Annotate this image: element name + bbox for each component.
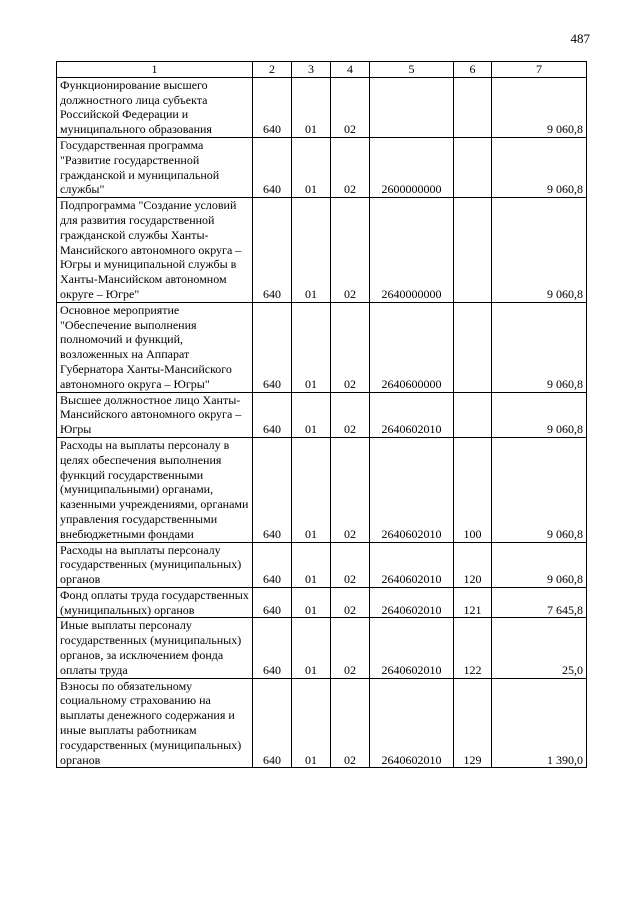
row-subsection: 02 xyxy=(331,392,370,437)
row-code: 640 xyxy=(253,587,292,618)
header-col-7: 7 xyxy=(492,62,587,78)
header-col-6: 6 xyxy=(454,62,492,78)
table-row xyxy=(57,678,587,768)
header-col-4: 4 xyxy=(331,62,370,78)
row-code: 640 xyxy=(253,198,292,303)
header-col-5: 5 xyxy=(370,62,454,78)
row-amount: 1 390,0 xyxy=(492,678,587,768)
row-expense xyxy=(454,302,492,392)
row-name: Иные выплаты персоналу государственных (муниципальных) органов, за исключением фонда оплаты труда xyxy=(57,618,253,678)
row-expense: 120 xyxy=(454,542,492,587)
row-code: 640 xyxy=(253,618,292,678)
row-subsection: 02 xyxy=(331,618,370,678)
row-target: 2640602010 xyxy=(370,678,454,768)
table-row xyxy=(57,618,587,678)
header-col-2: 2 xyxy=(253,62,292,78)
row-subsection: 02 xyxy=(331,678,370,768)
row-name: Государственная программа "Развитие государственной гражданской и муниципальной службы" xyxy=(57,137,253,197)
row-section: 01 xyxy=(292,137,331,197)
row-subsection: 02 xyxy=(331,198,370,303)
row-target xyxy=(370,77,454,137)
row-name: Подпрограмма "Создание условий для развития государственной гражданской службы Ханты-Мансийского автономного округа – Югры и муниципальной службы в Ханты-Мансийском автономном округе – Югре" xyxy=(57,198,253,303)
budget-table xyxy=(56,61,587,768)
row-code: 640 xyxy=(253,542,292,587)
table-row xyxy=(57,587,587,618)
row-target: 2640000000 xyxy=(370,198,454,303)
row-code: 640 xyxy=(253,392,292,437)
table-row xyxy=(57,77,587,137)
row-section: 01 xyxy=(292,77,331,137)
row-target: 2640600000 xyxy=(370,302,454,392)
row-code: 640 xyxy=(253,77,292,137)
row-name: Высшее должностное лицо Ханты-Мансийского автономного округа – Югры xyxy=(57,392,253,437)
row-expense xyxy=(454,137,492,197)
table-row xyxy=(57,137,587,197)
row-name: Фонд оплаты труда государственных (муниципальных) органов xyxy=(57,587,253,618)
row-subsection: 02 xyxy=(331,302,370,392)
row-subsection: 02 xyxy=(331,137,370,197)
row-amount: 9 060,8 xyxy=(492,198,587,303)
row-amount: 9 060,8 xyxy=(492,302,587,392)
row-target: 2640602010 xyxy=(370,618,454,678)
header-row xyxy=(57,62,587,78)
row-code: 640 xyxy=(253,678,292,768)
row-code: 640 xyxy=(253,302,292,392)
table-row xyxy=(57,542,587,587)
row-amount: 9 060,8 xyxy=(492,137,587,197)
table-row xyxy=(57,302,587,392)
row-name: Взносы по обязательному социальному страхованию на выплаты денежного содержания и иные выплаты работникам государственных (муниципальных) органов xyxy=(57,678,253,768)
table-row xyxy=(57,437,587,542)
table-row xyxy=(57,198,587,303)
row-subsection: 02 xyxy=(331,542,370,587)
table-row xyxy=(57,392,587,437)
row-section: 01 xyxy=(292,198,331,303)
row-section: 01 xyxy=(292,587,331,618)
row-amount: 7 645,8 xyxy=(492,587,587,618)
row-section: 01 xyxy=(292,542,331,587)
row-name: Расходы на выплаты персоналу в целях обеспечения выполнения функций государственными (муниципальными) органами, казенными учреждениями, органами управления государственными внебюджетными фондами xyxy=(57,437,253,542)
row-subsection: 02 xyxy=(331,77,370,137)
row-amount: 9 060,8 xyxy=(492,437,587,542)
row-code: 640 xyxy=(253,137,292,197)
row-target: 2640602010 xyxy=(370,587,454,618)
row-target: 2640602010 xyxy=(370,542,454,587)
row-code: 640 xyxy=(253,437,292,542)
row-target: 2640602010 xyxy=(370,437,454,542)
row-subsection: 02 xyxy=(331,437,370,542)
row-expense: 121 xyxy=(454,587,492,618)
page-number: 487 xyxy=(570,31,590,46)
row-section: 01 xyxy=(292,392,331,437)
row-amount: 9 060,8 xyxy=(492,542,587,587)
row-section: 01 xyxy=(292,302,331,392)
row-section: 01 xyxy=(292,618,331,678)
row-expense: 100 xyxy=(454,437,492,542)
row-amount: 25,0 xyxy=(492,618,587,678)
row-target: 2640602010 xyxy=(370,392,454,437)
row-amount: 9 060,8 xyxy=(492,77,587,137)
row-expense xyxy=(454,198,492,303)
header-col-1: 1 xyxy=(57,62,253,78)
row-section: 01 xyxy=(292,678,331,768)
row-expense xyxy=(454,392,492,437)
row-name: Функционирование высшего должностного лица субъекта Российской Федерации и муниципального образования xyxy=(57,77,253,137)
row-name: Расходы на выплаты персоналу государственных (муниципальных) органов xyxy=(57,542,253,587)
row-expense: 129 xyxy=(454,678,492,768)
header-col-3: 3 xyxy=(292,62,331,78)
row-target: 2600000000 xyxy=(370,137,454,197)
row-subsection: 02 xyxy=(331,587,370,618)
row-expense: 122 xyxy=(454,618,492,678)
row-name: Основное мероприятие "Обеспечение выполнения полномочий и функций, возложенных на Аппарат Губернатора Ханты-Мансийского автономного округа – Югры" xyxy=(57,302,253,392)
row-amount: 9 060,8 xyxy=(492,392,587,437)
row-section: 01 xyxy=(292,437,331,542)
row-expense xyxy=(454,77,492,137)
